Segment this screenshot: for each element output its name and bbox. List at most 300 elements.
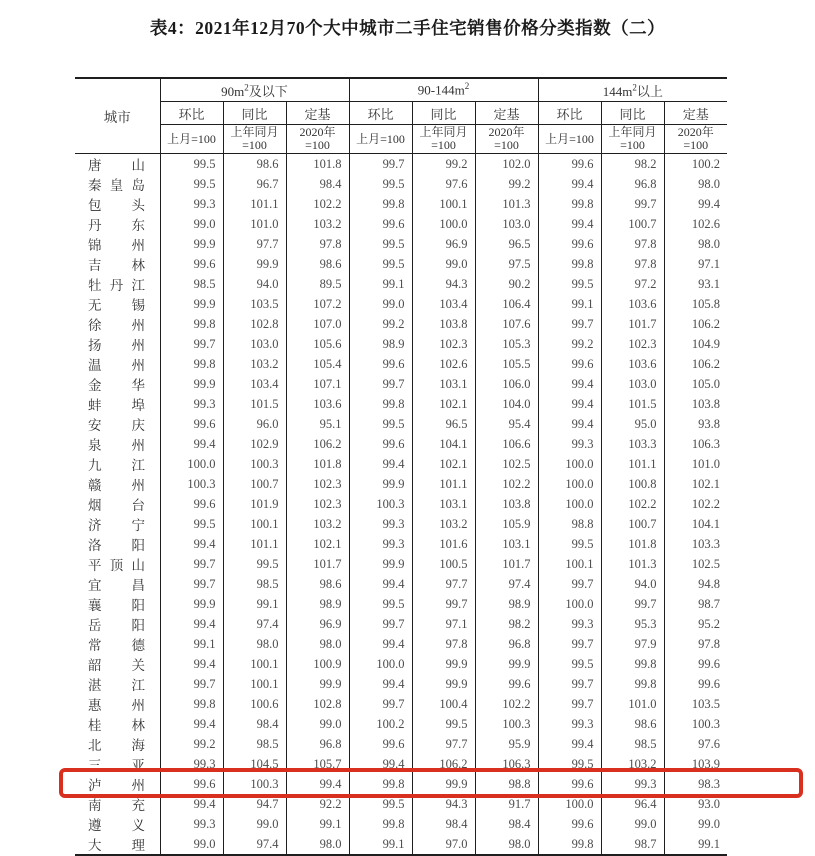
index-value: 98.6 <box>601 714 664 734</box>
city-name-text: 岳阳 <box>88 618 145 633</box>
index-value: 99.9 <box>286 674 349 694</box>
index-value: 105.4 <box>286 354 349 374</box>
index-value: 100.0 <box>538 454 601 474</box>
index-value: 99.2 <box>538 334 601 354</box>
index-value: 103.1 <box>412 374 475 394</box>
index-value: 99.2 <box>160 734 223 754</box>
index-value: 100.0 <box>538 794 601 814</box>
group-header-90-144 <box>349 78 538 102</box>
index-value: 99.7 <box>160 574 223 594</box>
city-name <box>75 734 160 754</box>
index-value: 97.8 <box>601 254 664 274</box>
base-header-row <box>75 125 727 154</box>
index-value: 106.4 <box>475 294 538 314</box>
index-value: 99.6 <box>538 154 601 175</box>
index-value: 105.8 <box>664 294 727 314</box>
index-value: 103.8 <box>475 494 538 514</box>
index-value: 100.7 <box>601 214 664 234</box>
index-value: 99.5 <box>538 274 601 294</box>
index-value: 99.5 <box>538 754 601 774</box>
index-value: 103.2 <box>412 514 475 534</box>
index-value: 103.2 <box>601 754 664 774</box>
index-value: 102.3 <box>412 334 475 354</box>
index-value: 105.6 <box>286 334 349 354</box>
index-value: 100.7 <box>601 514 664 534</box>
base-header-prev-month <box>160 125 223 154</box>
table-row <box>75 294 727 314</box>
city-name <box>75 634 160 654</box>
index-value: 98.4 <box>223 714 286 734</box>
table-row <box>75 414 727 434</box>
city-name <box>75 474 160 494</box>
index-value: 99.4 <box>349 574 412 594</box>
city-name-text: 赣州 <box>88 478 145 493</box>
index-value: 103.2 <box>286 214 349 234</box>
index-value: 98.2 <box>601 154 664 175</box>
index-value: 99.5 <box>223 554 286 574</box>
table-row <box>75 474 727 494</box>
index-value: 98.7 <box>601 834 664 855</box>
index-value: 97.9 <box>601 634 664 654</box>
index-value: 107.6 <box>475 314 538 334</box>
index-value: 102.3 <box>286 494 349 514</box>
city-name <box>75 574 160 594</box>
table-row <box>75 694 727 714</box>
base-header-prev-year <box>223 125 286 154</box>
index-value: 99.6 <box>349 434 412 454</box>
index-value: 97.7 <box>412 734 475 754</box>
index-value: 99.0 <box>223 814 286 834</box>
index-value: 99.7 <box>538 674 601 694</box>
index-value: 99.7 <box>538 694 601 714</box>
base-line: =100 <box>620 138 645 152</box>
index-value: 99.1 <box>349 834 412 855</box>
index-value: 104.1 <box>412 434 475 454</box>
index-value: 99.6 <box>538 354 601 374</box>
index-value: 99.8 <box>349 394 412 414</box>
index-value: 100.5 <box>412 554 475 574</box>
index-value: 102.2 <box>475 694 538 714</box>
index-value: 106.2 <box>664 354 727 374</box>
index-value: 99.5 <box>538 534 601 554</box>
index-value: 99.2 <box>349 314 412 334</box>
city-name-text: 惠州 <box>88 698 145 713</box>
index-value: 99.8 <box>349 194 412 214</box>
index-value: 99.7 <box>538 574 601 594</box>
city-name <box>75 514 160 534</box>
base-line: =100 <box>683 138 709 152</box>
index-value: 100.3 <box>349 494 412 514</box>
base-header-2020 <box>475 125 538 154</box>
index-value: 101.9 <box>223 494 286 514</box>
index-value: 99.7 <box>349 374 412 394</box>
index-value: 94.8 <box>664 574 727 594</box>
index-value: 100.0 <box>538 594 601 614</box>
index-value: 99.6 <box>664 674 727 694</box>
index-value: 97.7 <box>412 574 475 594</box>
index-value: 97.0 <box>412 834 475 855</box>
index-value: 99.7 <box>538 314 601 334</box>
index-value: 103.4 <box>412 294 475 314</box>
index-value: 102.0 <box>475 154 538 175</box>
city-name-text: 南充 <box>88 798 145 813</box>
table-row <box>75 534 727 554</box>
index-value: 97.1 <box>412 614 475 634</box>
index-value: 103.8 <box>412 314 475 334</box>
index-value: 99.6 <box>349 354 412 374</box>
index-value: 99.3 <box>160 194 223 214</box>
index-value: 105.7 <box>286 754 349 774</box>
index-value: 98.9 <box>475 594 538 614</box>
city-name-text: 北海 <box>88 738 145 753</box>
index-value: 99.4 <box>160 534 223 554</box>
index-value: 99.7 <box>601 194 664 214</box>
metric-header-mom: 环比 <box>349 102 412 125</box>
index-value: 101.8 <box>286 454 349 474</box>
city-name-text: 唐山 <box>88 158 145 173</box>
index-value: 99.6 <box>160 494 223 514</box>
index-value: 100.6 <box>223 694 286 714</box>
index-value: 100.0 <box>538 474 601 494</box>
city-name-text: 湛江 <box>88 678 145 693</box>
table-row <box>75 194 727 214</box>
index-value: 102.2 <box>286 194 349 214</box>
superscript: 2 <box>244 82 249 93</box>
table-row <box>75 594 727 614</box>
index-value: 99.3 <box>538 614 601 634</box>
metric-header-yoy: 同比 <box>601 102 664 125</box>
index-value: 99.6 <box>475 674 538 694</box>
index-value: 99.4 <box>349 674 412 694</box>
index-value: 96.7 <box>223 174 286 194</box>
index-value: 99.0 <box>286 714 349 734</box>
index-value: 98.3 <box>664 774 727 794</box>
table-body <box>75 154 727 856</box>
index-value: 100.0 <box>349 654 412 674</box>
index-value: 99.5 <box>538 654 601 674</box>
table-row <box>75 814 727 834</box>
index-value: 100.8 <box>601 474 664 494</box>
table-row <box>75 794 727 814</box>
index-value: 99.9 <box>160 594 223 614</box>
index-value: 97.1 <box>664 254 727 274</box>
index-value: 99.7 <box>160 554 223 574</box>
index-value: 97.6 <box>412 174 475 194</box>
index-value: 104.5 <box>223 754 286 774</box>
index-value: 97.8 <box>412 634 475 654</box>
table-row <box>75 574 727 594</box>
table-row <box>75 714 727 734</box>
index-value: 96.0 <box>223 414 286 434</box>
index-value: 101.1 <box>601 454 664 474</box>
index-value: 99.9 <box>412 654 475 674</box>
group-label-suffix: 以上 <box>636 83 663 99</box>
index-value: 99.7 <box>538 634 601 654</box>
index-value: 98.6 <box>223 154 286 175</box>
city-name <box>75 714 160 734</box>
index-value: 99.6 <box>160 254 223 274</box>
base-header-2020 <box>286 125 349 154</box>
city-name-text: 吉林 <box>88 258 145 273</box>
index-value: 98.5 <box>223 574 286 594</box>
index-value: 99.4 <box>349 634 412 654</box>
index-value: 99.1 <box>664 834 727 855</box>
index-value: 99.4 <box>538 374 601 394</box>
table-row <box>75 774 727 794</box>
index-value: 99.2 <box>475 174 538 194</box>
index-value: 104.0 <box>475 394 538 414</box>
city-name <box>75 174 160 194</box>
index-value: 100.2 <box>664 154 727 175</box>
index-value: 99.4 <box>538 414 601 434</box>
index-value: 99.7 <box>349 614 412 634</box>
index-value: 99.9 <box>160 234 223 254</box>
index-value: 99.0 <box>160 834 223 855</box>
table-row <box>75 274 727 294</box>
index-value: 99.4 <box>160 614 223 634</box>
index-value: 103.6 <box>601 294 664 314</box>
index-value: 95.0 <box>601 414 664 434</box>
index-value: 98.8 <box>475 774 538 794</box>
index-value: 102.9 <box>223 434 286 454</box>
index-value: 99.7 <box>601 594 664 614</box>
table-row <box>75 234 727 254</box>
city-name <box>75 374 160 394</box>
city-name-text: 济宁 <box>88 518 145 533</box>
city-name-text: 秦皇岛 <box>88 178 145 193</box>
index-value: 99.8 <box>601 654 664 674</box>
index-value: 102.1 <box>412 454 475 474</box>
index-value: 101.5 <box>601 394 664 414</box>
index-value: 103.4 <box>223 374 286 394</box>
index-value: 98.4 <box>475 814 538 834</box>
index-value: 93.8 <box>664 414 727 434</box>
index-value: 103.2 <box>223 354 286 374</box>
city-name <box>75 834 160 855</box>
index-value: 99.5 <box>349 174 412 194</box>
index-value: 100.3 <box>160 474 223 494</box>
index-value: 100.0 <box>538 494 601 514</box>
index-value: 101.7 <box>475 554 538 574</box>
index-value: 98.0 <box>286 634 349 654</box>
index-value: 107.0 <box>286 314 349 334</box>
index-value: 99.5 <box>349 234 412 254</box>
index-value: 100.1 <box>223 674 286 694</box>
city-name-text: 扬州 <box>88 338 145 353</box>
base-line: 上年同月 <box>230 125 279 139</box>
index-value: 102.8 <box>286 694 349 714</box>
superscript: 2 <box>632 82 637 93</box>
index-value: 100.1 <box>412 194 475 214</box>
index-value: 99.9 <box>412 774 475 794</box>
index-value: 99.6 <box>349 214 412 234</box>
index-value: 98.5 <box>160 274 223 294</box>
index-value: 99.1 <box>160 634 223 654</box>
index-value: 103.1 <box>475 534 538 554</box>
price-index-table <box>75 77 727 856</box>
group-header-over-144 <box>538 78 727 102</box>
group-header-row <box>75 78 727 102</box>
index-value: 103.8 <box>664 394 727 414</box>
index-value: 98.4 <box>286 174 349 194</box>
city-name <box>75 794 160 814</box>
index-value: 99.9 <box>160 374 223 394</box>
index-value: 100.0 <box>160 454 223 474</box>
index-value: 99.0 <box>349 294 412 314</box>
index-value: 103.6 <box>286 394 349 414</box>
index-value: 101.8 <box>601 534 664 554</box>
index-value: 97.6 <box>664 734 727 754</box>
index-value: 99.3 <box>160 394 223 414</box>
metric-header-mom: 环比 <box>160 102 223 125</box>
index-value: 99.3 <box>160 754 223 774</box>
index-value: 95.1 <box>286 414 349 434</box>
index-value: 99.4 <box>538 394 601 414</box>
city-name <box>75 254 160 274</box>
index-value: 102.5 <box>664 554 727 574</box>
base-line: =100 <box>431 138 456 152</box>
index-value: 99.4 <box>160 654 223 674</box>
city-name <box>75 814 160 834</box>
base-header-prev-year <box>601 125 664 154</box>
index-value: 96.9 <box>412 234 475 254</box>
index-value: 99.4 <box>160 794 223 814</box>
index-value: 96.9 <box>286 614 349 634</box>
index-value: 101.0 <box>223 214 286 234</box>
city-name <box>75 674 160 694</box>
city-name <box>75 414 160 434</box>
index-value: 105.0 <box>664 374 727 394</box>
city-name-text: 温州 <box>88 358 145 373</box>
index-value: 99.0 <box>664 814 727 834</box>
index-value: 101.0 <box>601 694 664 714</box>
index-value: 99.3 <box>538 714 601 734</box>
table-row <box>75 314 727 334</box>
base-line: 上年同月 <box>419 125 468 139</box>
index-value: 99.0 <box>412 254 475 274</box>
table-row <box>75 354 727 374</box>
index-value: 96.8 <box>286 734 349 754</box>
index-value: 94.3 <box>412 794 475 814</box>
metric-header-fixed: 定基 <box>475 102 538 125</box>
index-value: 103.6 <box>601 354 664 374</box>
metric-header-row <box>75 102 727 125</box>
base-header-2020 <box>664 125 727 154</box>
base-line: 2020年 <box>488 125 525 139</box>
city-name <box>75 294 160 314</box>
index-value: 99.9 <box>412 674 475 694</box>
index-value: 106.6 <box>475 434 538 454</box>
city-name <box>75 194 160 214</box>
index-value: 101.1 <box>223 194 286 214</box>
index-value: 99.8 <box>160 694 223 714</box>
index-value: 105.9 <box>475 514 538 534</box>
city-name-text: 泸州 <box>88 778 145 793</box>
city-name-text: 遵义 <box>88 818 145 833</box>
index-value: 97.8 <box>664 634 727 654</box>
table-row <box>75 494 727 514</box>
index-value: 102.3 <box>601 334 664 354</box>
index-value: 102.2 <box>601 494 664 514</box>
index-value: 99.3 <box>601 774 664 794</box>
metric-header-yoy: 同比 <box>412 102 475 125</box>
index-value: 99.7 <box>412 594 475 614</box>
table-row <box>75 754 727 774</box>
city-name-text: 九江 <box>88 458 145 473</box>
index-value: 96.4 <box>601 794 664 814</box>
index-value: 97.8 <box>601 234 664 254</box>
metric-header-mom: 环比 <box>538 102 601 125</box>
index-value: 96.8 <box>475 634 538 654</box>
index-value: 99.8 <box>601 674 664 694</box>
index-value: 106.3 <box>664 434 727 454</box>
index-value: 95.9 <box>475 734 538 754</box>
index-value: 96.5 <box>475 234 538 254</box>
index-value: 99.6 <box>160 414 223 434</box>
city-name-text: 泉州 <box>88 438 145 453</box>
index-value: 100.7 <box>223 474 286 494</box>
index-value: 99.1 <box>223 594 286 614</box>
index-value: 101.1 <box>223 534 286 554</box>
index-value: 99.1 <box>286 814 349 834</box>
index-value: 95.3 <box>601 614 664 634</box>
base-line: 上月=100 <box>545 131 594 146</box>
index-value: 99.8 <box>538 834 601 855</box>
city-name <box>75 534 160 554</box>
index-value: 103.3 <box>664 534 727 554</box>
index-value: 101.8 <box>286 154 349 175</box>
city-name <box>75 214 160 234</box>
index-value: 99.1 <box>538 294 601 314</box>
index-value: 101.7 <box>601 314 664 334</box>
index-value: 100.0 <box>412 214 475 234</box>
index-value: 102.2 <box>475 474 538 494</box>
index-value: 99.6 <box>160 774 223 794</box>
index-value: 98.0 <box>664 174 727 194</box>
index-value: 99.6 <box>538 234 601 254</box>
index-value: 99.4 <box>349 754 412 774</box>
city-name-text: 蚌埠 <box>88 398 145 413</box>
index-value: 99.5 <box>349 594 412 614</box>
index-value: 99.7 <box>160 674 223 694</box>
index-value: 98.5 <box>223 734 286 754</box>
table-row <box>75 734 727 754</box>
index-value: 99.4 <box>538 734 601 754</box>
index-value: 100.1 <box>538 554 601 574</box>
index-value: 99.9 <box>349 474 412 494</box>
index-value: 99.3 <box>349 514 412 534</box>
index-value: 103.0 <box>601 374 664 394</box>
table-row <box>75 634 727 654</box>
index-value: 89.5 <box>286 274 349 294</box>
index-value: 99.0 <box>160 214 223 234</box>
index-value: 98.0 <box>664 234 727 254</box>
index-value: 100.3 <box>475 714 538 734</box>
index-value: 99.4 <box>349 454 412 474</box>
index-value: 99.6 <box>538 814 601 834</box>
index-value: 99.6 <box>664 654 727 674</box>
city-name <box>75 774 160 794</box>
city-name <box>75 614 160 634</box>
city-name-text: 金华 <box>88 378 145 393</box>
index-value: 99.3 <box>160 814 223 834</box>
index-value: 103.3 <box>601 434 664 454</box>
index-value: 93.0 <box>664 794 727 814</box>
table-row <box>75 654 727 674</box>
index-value: 99.5 <box>160 154 223 175</box>
city-name-text: 徐州 <box>88 318 145 333</box>
index-value: 99.7 <box>349 154 412 175</box>
